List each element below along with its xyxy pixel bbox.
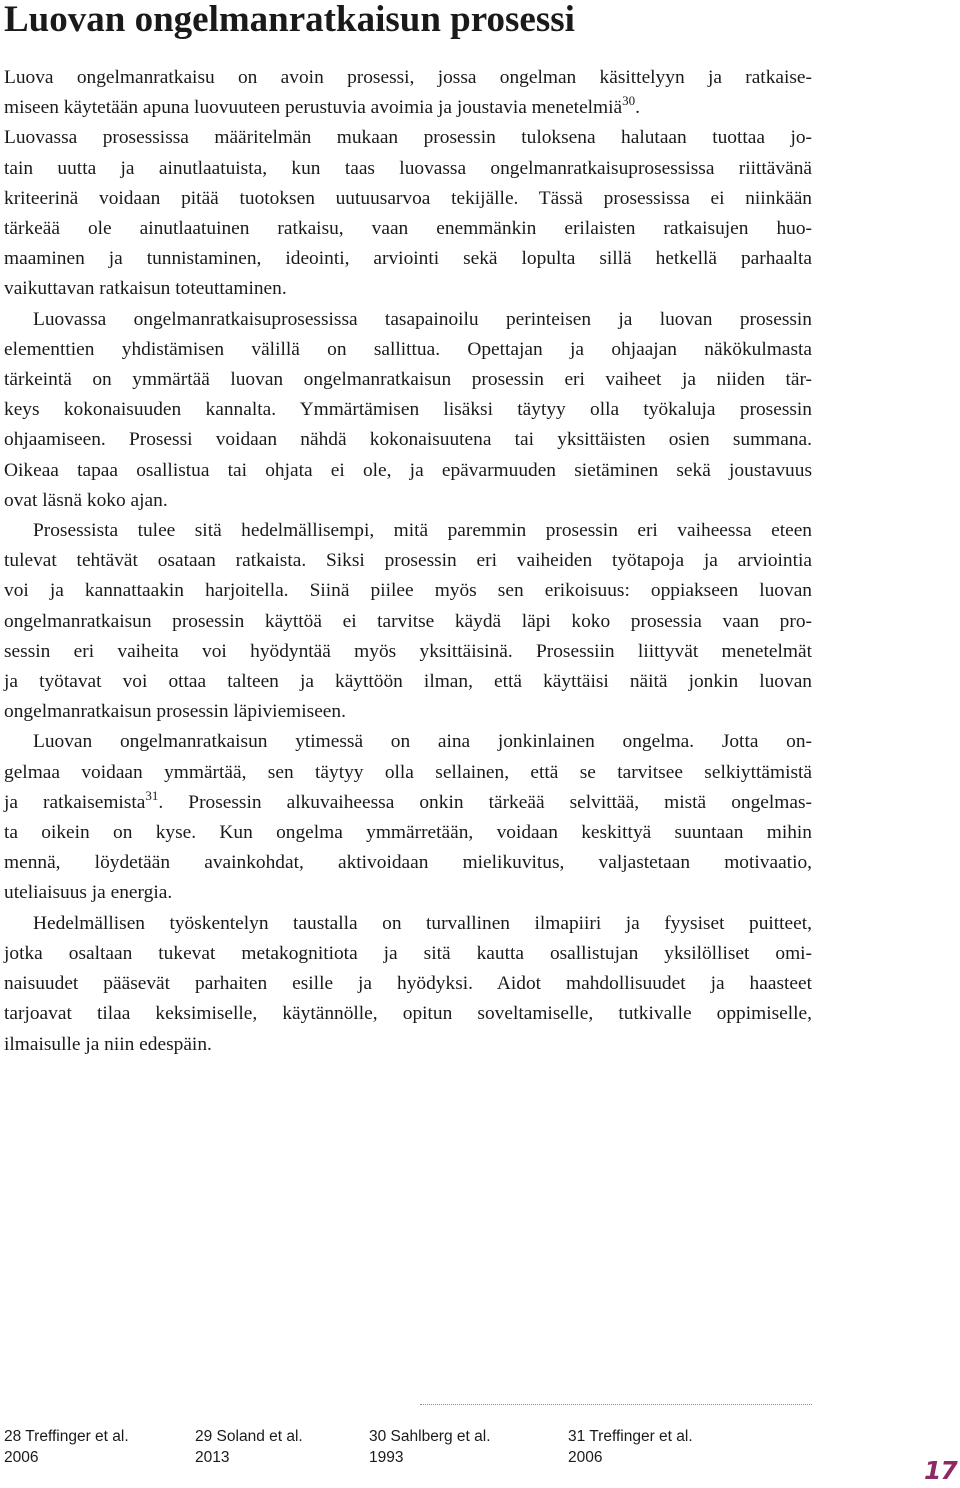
line-text: Luovassa prosessissa määritelmän mukaan prosessin tuloksena halutaan tuottaa jo- bbox=[4, 127, 812, 149]
paragraph-line bbox=[4, 697, 812, 727]
line-text: sessin eri vaiheita voi hyödyntää myös yksittäisinä. Prosessiin liittyvät menetelmät bbox=[4, 640, 812, 662]
line-text: ovat läsnä koko ajan. bbox=[4, 489, 168, 511]
footnote-reference: 30 bbox=[622, 93, 636, 109]
paragraph-line bbox=[4, 878, 812, 908]
footnote-year: 2013 bbox=[195, 1449, 230, 1466]
paragraph-line bbox=[4, 184, 812, 214]
line-text: Luova ongelmanratkaisu on avoin prosessi, jossa ongelman käsittelyyn ja ratkaise- bbox=[4, 67, 812, 88]
paragraph-line bbox=[4, 969, 812, 999]
paragraph-line bbox=[4, 939, 812, 969]
footnote-line: 31 Treffinger et al. bbox=[568, 1428, 693, 1445]
paragraph-line bbox=[4, 395, 812, 425]
paragraph-line bbox=[4, 154, 812, 184]
line-text: jotka osaltaan tukevat metakognitiota ja sitä kautta osallistujan yksilölliset omi- bbox=[4, 942, 812, 964]
line-text: mennä, löydetään avainkohdat, aktivoidaan mielikuvitus, valjastetaan motivaatio, bbox=[4, 852, 812, 874]
footnote-line: 30 Sahlberg et al. bbox=[369, 1428, 491, 1445]
line-text: ohjaamiseen. Prosessi voidaan nähdä kokonaisuutena tai yksittäisten osien summana. bbox=[4, 429, 812, 451]
footnote-year: 1993 bbox=[369, 1449, 404, 1466]
page-number: 17 bbox=[924, 1456, 957, 1485]
paragraph-line bbox=[4, 244, 812, 274]
line-text: keys kokonaisuuden kannalta. Ymmärtämisen lisäksi täytyy olla työkaluja prosessin bbox=[4, 399, 812, 421]
paragraph-line bbox=[4, 123, 812, 153]
line-text: Hedelmällisen työskentelyn taustalla on turvallinen ilmapiiri ja fyysiset puitteet, bbox=[33, 912, 812, 934]
paragraph-line bbox=[4, 607, 812, 637]
paragraph-line bbox=[4, 425, 812, 455]
footnote-year: 2006 bbox=[4, 1449, 39, 1466]
line-text: elementtien yhdistämisen välillä on sallittua. Opettajan ja ohjaajan näkökulmasta bbox=[4, 338, 812, 360]
paragraph-line bbox=[4, 576, 812, 606]
footnote-reference: 31 bbox=[145, 787, 159, 803]
paragraph-line bbox=[4, 1030, 812, 1060]
paragraph-line bbox=[4, 727, 812, 757]
line-text: Prosessista tulee sitä hedelmällisempi, mitä paremmin prosessin eri vaiheessa eteen bbox=[33, 520, 812, 542]
paragraph-line bbox=[4, 63, 812, 93]
line-text: naisuudet pääsevät parhaiten esille ja hyödyksi. Aidot mahdollisuudet ja haasteet bbox=[4, 973, 812, 995]
paragraph-line bbox=[4, 546, 812, 576]
footnote-year: 2006 bbox=[568, 1449, 603, 1466]
paragraph-line bbox=[4, 999, 812, 1029]
line-text: ja ratkaisemista bbox=[4, 791, 146, 813]
page-title: Luovan ongelmanratkaisun prosessi bbox=[4, 0, 575, 40]
paragraph-line bbox=[4, 305, 812, 335]
line-text: ilmaisulle ja niin edespäin. bbox=[4, 1033, 212, 1055]
footnote-line: 29 Soland et al. bbox=[195, 1428, 303, 1445]
paragraph-line bbox=[4, 848, 812, 878]
line-text-continued: . Prosessin alkuvaiheessa onkin tärkeää selvittää, mistä ongelmas- bbox=[158, 791, 812, 813]
paragraph-line bbox=[4, 486, 812, 516]
line-text: miseen käytetään apuna luovuuteen perustuvia avoimia ja joustavia menetelmiä bbox=[4, 97, 623, 119]
paragraph-line bbox=[4, 667, 812, 697]
line-text: tarjoavat tilaa keksimiselle, käytännölle, opitun soveltamiselle, tutkivalle oppimiselle, bbox=[4, 1003, 812, 1025]
footnote bbox=[4, 1426, 129, 1468]
footnote bbox=[195, 1426, 303, 1468]
paragraph-line bbox=[4, 637, 812, 667]
body-text bbox=[4, 63, 812, 1060]
line-text: tärkeää ole ainutlaatuinen ratkaisu, vaan enemmänkin erilaisten ratkaisujen huo- bbox=[4, 218, 812, 240]
line-text: kriteerinä voidaan pitää tuotoksen uutuusarvoa tekijälle. Tässä prosessissa ei niinkään bbox=[4, 187, 812, 209]
footnote bbox=[568, 1426, 693, 1468]
line-text: tain uutta ja ainutlaatuista, kun taas luovassa ongelmanratkaisuprosessissa riittävänä bbox=[4, 157, 812, 179]
footnote-divider bbox=[420, 1404, 812, 1405]
line-text: ongelmanratkaisun prosessin läpiviemiseen. bbox=[4, 701, 346, 723]
paragraph-line bbox=[4, 788, 812, 818]
line-text: maaminen ja tunnistaminen, ideointi, arviointi sekä lopulta sillä hetkellä parhaalta bbox=[4, 248, 812, 270]
line-text: tärkeintä on ymmärtää luovan ongelmanratkaisun prosessin eri vaiheet ja niiden tär- bbox=[4, 369, 812, 391]
line-text: Luovan ongelmanratkaisun ytimessä on aina jonkinlainen ongelma. Jotta on- bbox=[33, 731, 812, 753]
footnote bbox=[369, 1426, 491, 1468]
paragraph-line bbox=[4, 274, 812, 304]
line-text: tulevat tehtävät osataan ratkaista. Siksi prosessin eri vaiheiden työtapoja ja arviointia bbox=[4, 550, 812, 572]
paragraph-line bbox=[4, 335, 812, 365]
line-text: vaikuttavan ratkaisun toteuttaminen. bbox=[4, 278, 287, 300]
paragraph-line bbox=[4, 758, 812, 788]
line-text: ongelmanratkaisun prosessin käyttöä ei tarvitse käydä läpi koko prosessia vaan pro- bbox=[4, 610, 812, 632]
paragraph-line bbox=[4, 516, 812, 546]
line-text: ja työtavat voi ottaa talteen ja käyttöön ilman, että käyttäisi näitä jonkin luovan bbox=[4, 671, 812, 693]
line-text: gelmaa voidaan ymmärtää, sen täytyy olla sellainen, että se tarvitsee selkiyttämistä bbox=[4, 761, 812, 783]
line-text: ta oikein on kyse. Kun ongelma ymmärretään, voidaan keskittyä suuntaan mihin bbox=[4, 822, 812, 844]
line-text: uteliaisuus ja energia. bbox=[4, 882, 173, 904]
paragraph-line bbox=[4, 365, 812, 395]
paragraph-line bbox=[4, 818, 812, 848]
paragraph-line bbox=[4, 93, 812, 123]
paragraph-line bbox=[4, 456, 812, 486]
line-text: Oikeaa tapaa osallistua tai ohjata ei ole, ja epävarmuuden sietäminen sekä joustavuus bbox=[4, 459, 812, 481]
line-text-continued: . bbox=[635, 97, 640, 119]
paragraph-line bbox=[4, 909, 812, 939]
footnote-line: 28 Treffinger et al. bbox=[4, 1428, 129, 1445]
line-text: voi ja kannattaakin harjoitella. Siinä piilee myös sen erikoisuus: oppiakseen luovan bbox=[4, 580, 812, 602]
paragraph-line bbox=[4, 214, 812, 244]
line-text: Luovassa ongelmanratkaisuprosessissa tasapainoilu perinteisen ja luovan prosessin bbox=[33, 308, 812, 330]
